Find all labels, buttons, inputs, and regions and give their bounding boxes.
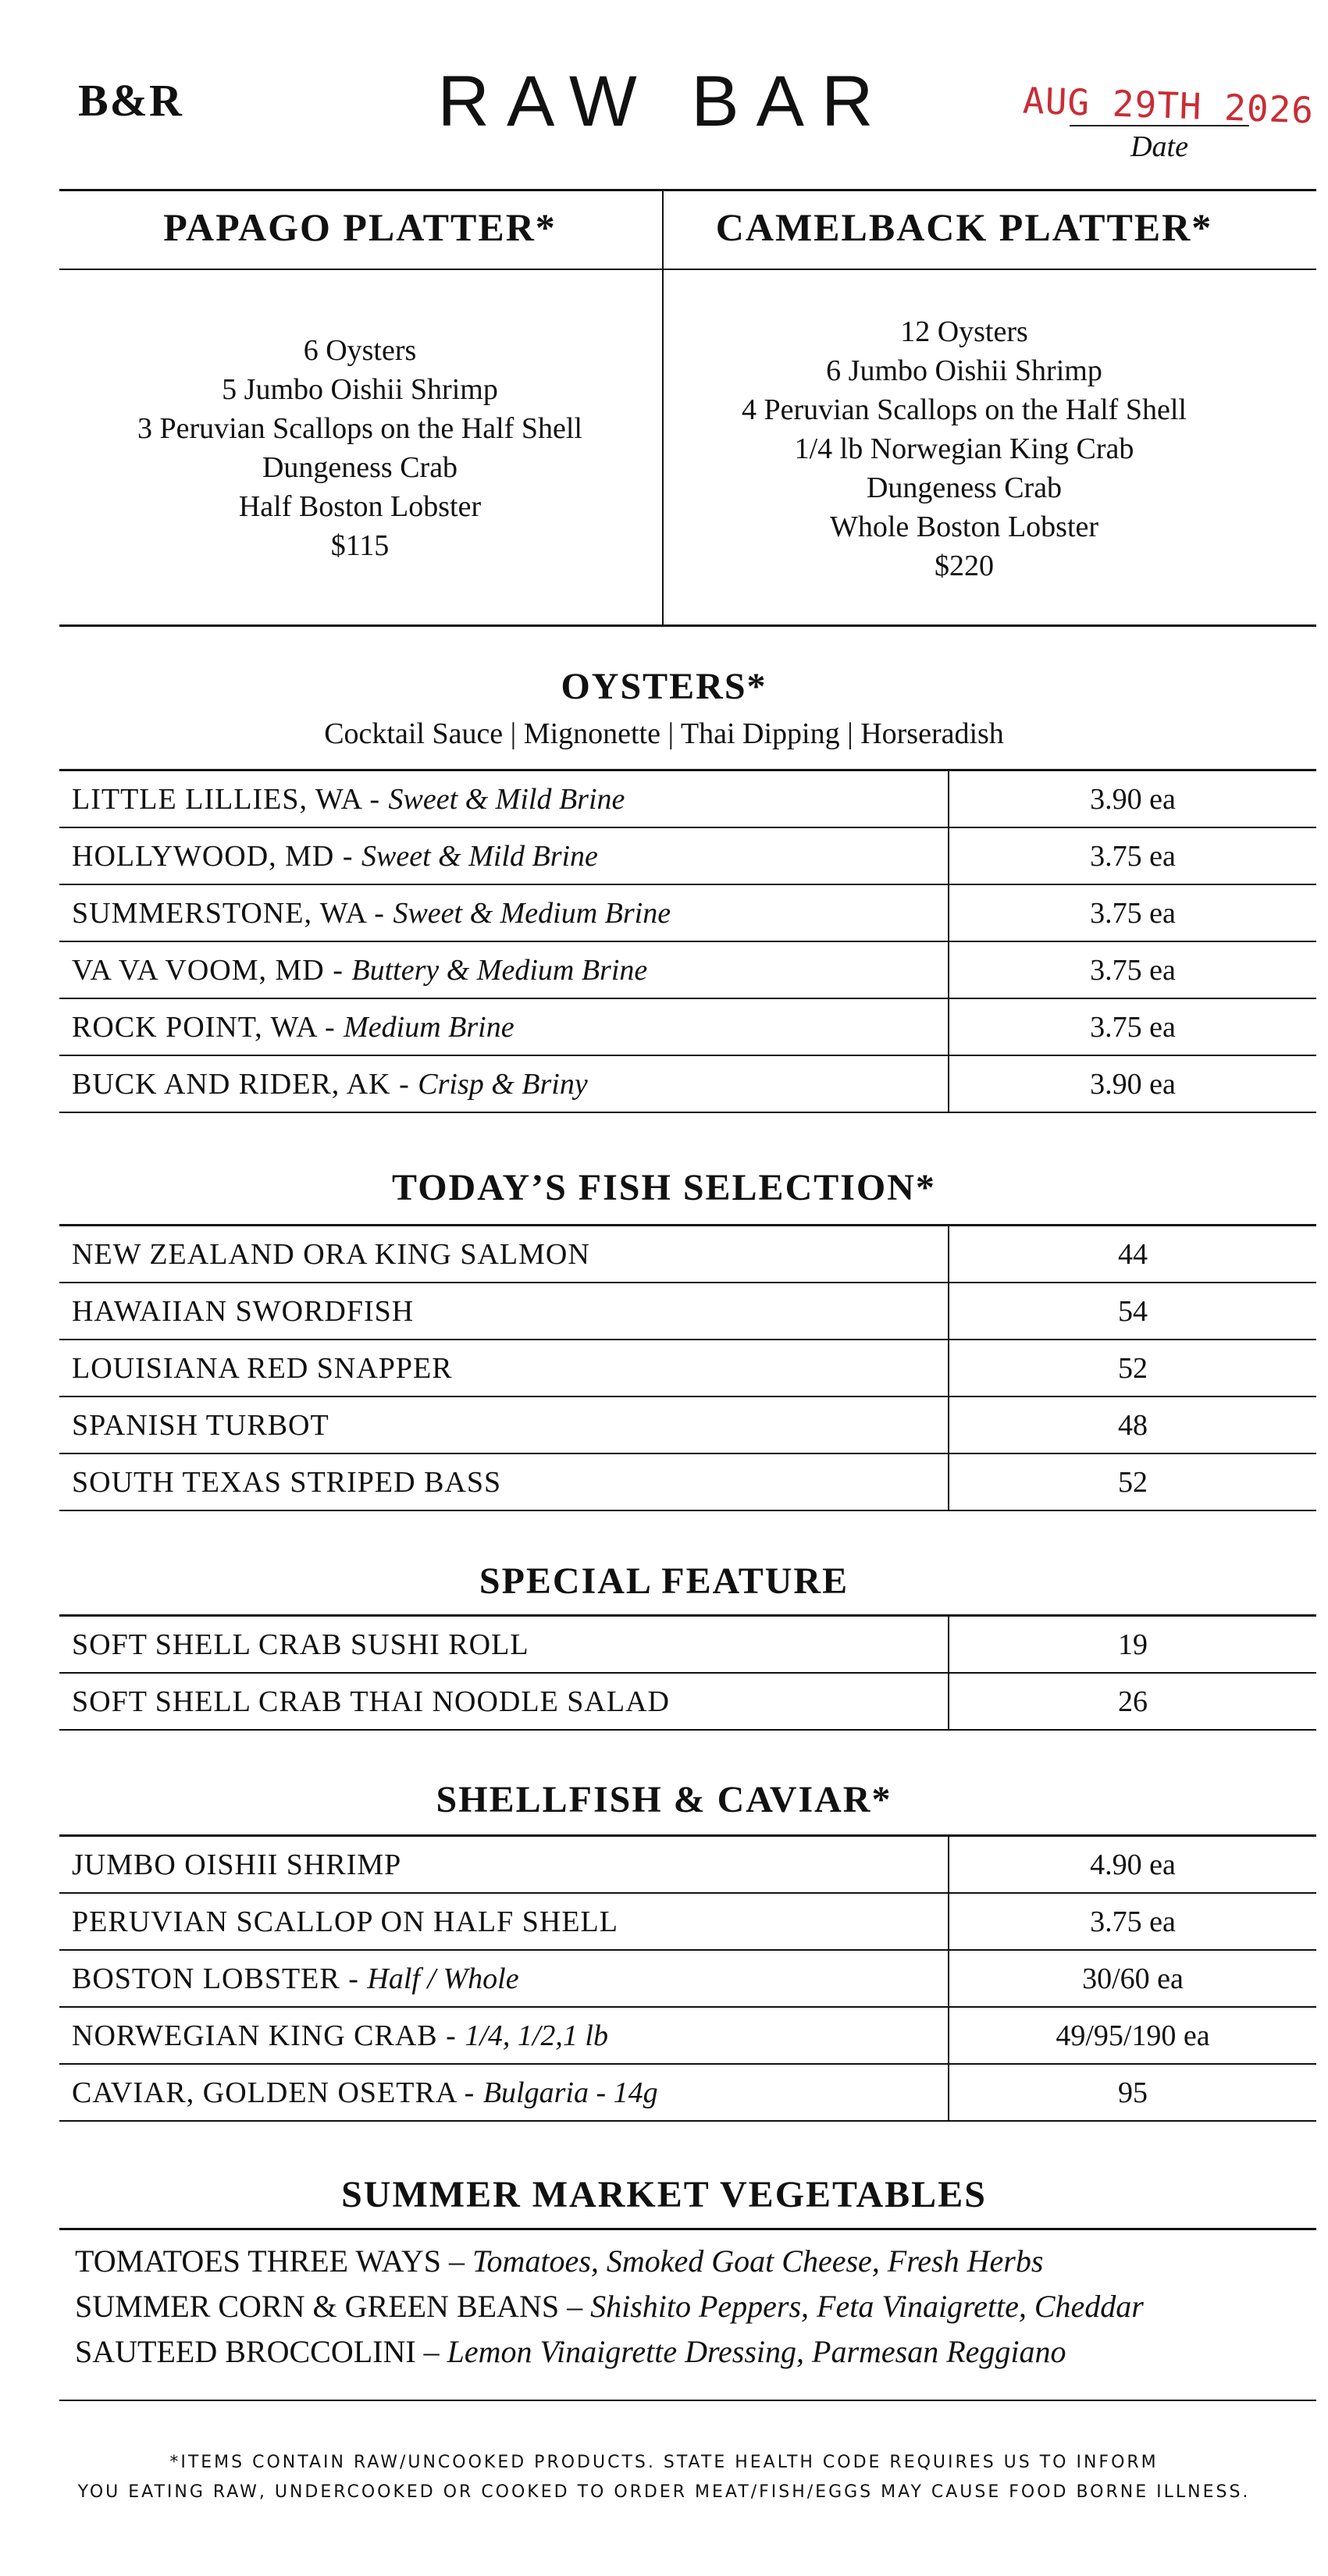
item-price: 52 xyxy=(949,1453,1316,1510)
table-row xyxy=(59,1055,1316,1112)
item-title: LITTLE LILLIES, WA - xyxy=(72,782,380,816)
item-price: 49/95/190 ea xyxy=(949,2007,1316,2064)
item-name xyxy=(59,2007,949,2064)
platter-name-papago: PAPAGO PLATTER* xyxy=(163,205,557,249)
table-row xyxy=(59,941,1316,998)
item-desc: Bulgaria - 14g xyxy=(482,2076,658,2109)
item-title: TOMATOES THREE WAYS – xyxy=(75,2243,465,2279)
item-name xyxy=(59,770,949,828)
platter-item: 6 Jumbo Oishii Shrimp xyxy=(826,354,1102,387)
platter-item: Dungeness Crab xyxy=(262,451,458,484)
shellfish-title: SHELLFISH & CAVIAR* xyxy=(436,1779,892,1820)
oysters-table xyxy=(59,769,1316,1113)
vegetables-bottom-rule xyxy=(59,2400,1316,2401)
item-name xyxy=(59,1055,949,1112)
platter-item: 4 Peruvian Scallops on the Half Shell xyxy=(742,393,1187,426)
platter-item: 5 Jumbo Oishii Shrimp xyxy=(222,373,498,406)
item-price: 3.75 ea xyxy=(949,827,1316,884)
table-row xyxy=(59,1283,1316,1340)
oyster-sauces: Cocktail Sauce | Mignonette | Thai Dipping | Horseradish xyxy=(324,717,1004,750)
item-name: SPANISH TURBOT xyxy=(59,1397,949,1453)
item-title: SUMMER CORN & GREEN BEANS – xyxy=(75,2289,583,2324)
list-item xyxy=(75,2284,1144,2329)
table-row xyxy=(59,1226,1316,1283)
special-title: SPECIAL FEATURE xyxy=(479,1560,849,1602)
item-title: SAUTEED BROCCOLINI – xyxy=(75,2334,440,2369)
special-table xyxy=(59,1614,1316,1731)
item-name xyxy=(59,1893,949,1950)
item-desc: Sweet & Medium Brine xyxy=(393,896,671,930)
table-row xyxy=(59,1836,1316,1894)
item-desc: Tomatoes, Smoked Goat Cheese, Fresh Herbs xyxy=(472,2243,1044,2279)
list-item xyxy=(75,2329,1144,2375)
table-row xyxy=(59,1453,1316,1510)
item-price: 4.90 ea xyxy=(949,1836,1316,1894)
vegetables-title: SUMMER MARKET VEGETABLES xyxy=(341,2174,987,2215)
page-title: RAW BAR xyxy=(437,62,891,141)
item-title: PERUVIAN SCALLOP ON HALF SHELL xyxy=(72,1905,618,1938)
item-title: NORWEGIAN KING CRAB - xyxy=(72,2019,457,2052)
item-price: 3.90 ea xyxy=(949,770,1316,828)
item-title: ROCK POINT, WA - xyxy=(72,1010,336,1044)
item-price: 48 xyxy=(949,1397,1316,1453)
table-row xyxy=(59,1340,1316,1397)
item-name: SOFT SHELL CRAB THAI NOODLE SALAD xyxy=(59,1673,949,1730)
platter-bottom-rule xyxy=(59,624,1316,627)
table-row xyxy=(59,2007,1316,2064)
table-row xyxy=(59,1616,1316,1674)
table-row xyxy=(59,1673,1316,1730)
platter-items-camelback xyxy=(664,312,1265,585)
disclaimer-line: *ITEMS CONTAIN RAW/UNCOOKED PRODUCTS. STATE HEALTH CODE REQUIRES US TO INFORM xyxy=(169,2453,1159,2472)
table-row xyxy=(59,2064,1316,2121)
item-name xyxy=(59,941,949,998)
vegetables-top-rule xyxy=(59,2228,1316,2230)
platter-item: 12 Oysters xyxy=(900,315,1028,348)
platter-items-papago xyxy=(59,331,660,565)
platter-item: 1/4 lb Norwegian King Crab xyxy=(794,432,1134,465)
item-price: 44 xyxy=(949,1226,1316,1283)
item-price: 54 xyxy=(949,1283,1316,1340)
table-row xyxy=(59,998,1316,1055)
item-desc: Sweet & Mild Brine xyxy=(388,782,625,816)
item-name xyxy=(59,827,949,884)
table-row xyxy=(59,1397,1316,1453)
date-label: Date xyxy=(1130,130,1188,163)
item-price: 19 xyxy=(949,1616,1316,1674)
item-name xyxy=(59,1950,949,2007)
item-name: HAWAIIAN SWORDFISH xyxy=(59,1283,949,1340)
item-name: NEW ZEALAND ORA KING SALMON xyxy=(59,1226,949,1283)
table-row xyxy=(59,884,1316,941)
date-stamp: AUG 29TH 2026 xyxy=(1022,79,1315,132)
item-name: LOUISIANA RED SNAPPER xyxy=(59,1340,949,1397)
item-name xyxy=(59,1836,949,1894)
platter-item: Dungeness Crab xyxy=(866,471,1063,504)
item-title: CAVIAR, GOLDEN OSETRA - xyxy=(72,2076,475,2109)
platter-name-camelback: CAMELBACK PLATTER* xyxy=(715,205,1213,249)
item-desc: Buttery & Medium Brine xyxy=(351,953,648,987)
item-price: 30/60 ea xyxy=(949,1950,1316,2007)
item-name xyxy=(59,2064,949,2121)
fish-table xyxy=(59,1224,1316,1511)
item-price: 3.75 ea xyxy=(949,884,1316,941)
item-desc: Lemon Vinaigrette Dressing, Parmesan Reggiano xyxy=(447,2334,1066,2369)
logo: B&R xyxy=(78,75,183,126)
platter-header-rule xyxy=(59,269,1316,270)
health-disclaimer xyxy=(0,2448,1328,2507)
item-price: 3.75 ea xyxy=(949,941,1316,998)
item-name: SOFT SHELL CRAB SUSHI ROLL xyxy=(59,1616,949,1674)
item-desc: Half / Whole xyxy=(367,1962,519,1995)
item-title: BUCK AND RIDER, AK - xyxy=(72,1067,410,1101)
item-price: 3.90 ea xyxy=(949,1055,1316,1112)
item-price: 26 xyxy=(949,1673,1316,1730)
item-price: 95 xyxy=(949,2064,1316,2121)
item-price: 52 xyxy=(949,1340,1316,1397)
item-name xyxy=(59,998,949,1055)
item-title: HOLLYWOOD, MD - xyxy=(72,839,354,873)
item-desc: Sweet & Mild Brine xyxy=(361,839,598,873)
item-price: 3.75 ea xyxy=(949,1893,1316,1950)
platter-item: 3 Peruvian Scallops on the Half Shell xyxy=(137,412,582,445)
item-title: JUMBO OISHII SHRIMP xyxy=(72,1848,402,1881)
platter-item: Whole Boston Lobster xyxy=(829,511,1099,543)
platter-price: $220 xyxy=(935,550,994,582)
item-desc: 1/4, 1/2,1 lb xyxy=(465,2019,608,2052)
item-title: VA VA VOOM, MD - xyxy=(72,953,344,987)
table-row xyxy=(59,770,1316,828)
item-desc: Medium Brine xyxy=(344,1010,514,1044)
item-desc: Shishito Peppers, Feta Vinaigrette, Cheddar xyxy=(590,2289,1144,2324)
fish-title: TODAY’S FISH SELECTION* xyxy=(392,1167,936,1208)
disclaimer-line: YOU EATING RAW, UNDERCOOKED OR COOKED TO ORDER MEAT/FISH/EGGS MAY CAUSE FOOD BORNE ILLNESS. xyxy=(77,2482,1251,2502)
item-name: SOUTH TEXAS STRIPED BASS xyxy=(59,1453,949,1510)
item-name xyxy=(59,884,949,941)
table-row xyxy=(59,827,1316,884)
vegetables-list xyxy=(75,2239,1144,2375)
item-title: SUMMERSTONE, WA - xyxy=(72,896,385,930)
platter-item: 6 Oysters xyxy=(303,334,417,367)
item-price: 3.75 ea xyxy=(949,998,1316,1055)
platter-price: $115 xyxy=(330,529,390,562)
oysters-title: OYSTERS* xyxy=(561,666,767,707)
platter-item: Half Boston Lobster xyxy=(238,490,482,523)
table-row xyxy=(59,1950,1316,2007)
item-desc: Crisp & Briny xyxy=(418,1067,588,1101)
list-item xyxy=(75,2239,1144,2284)
platter-top-rule xyxy=(59,189,1316,191)
table-row xyxy=(59,1893,1316,1950)
item-title: BOSTON LOBSTER - xyxy=(72,1962,359,1995)
date-underline xyxy=(1070,125,1249,126)
shellfish-table xyxy=(59,1834,1316,2122)
